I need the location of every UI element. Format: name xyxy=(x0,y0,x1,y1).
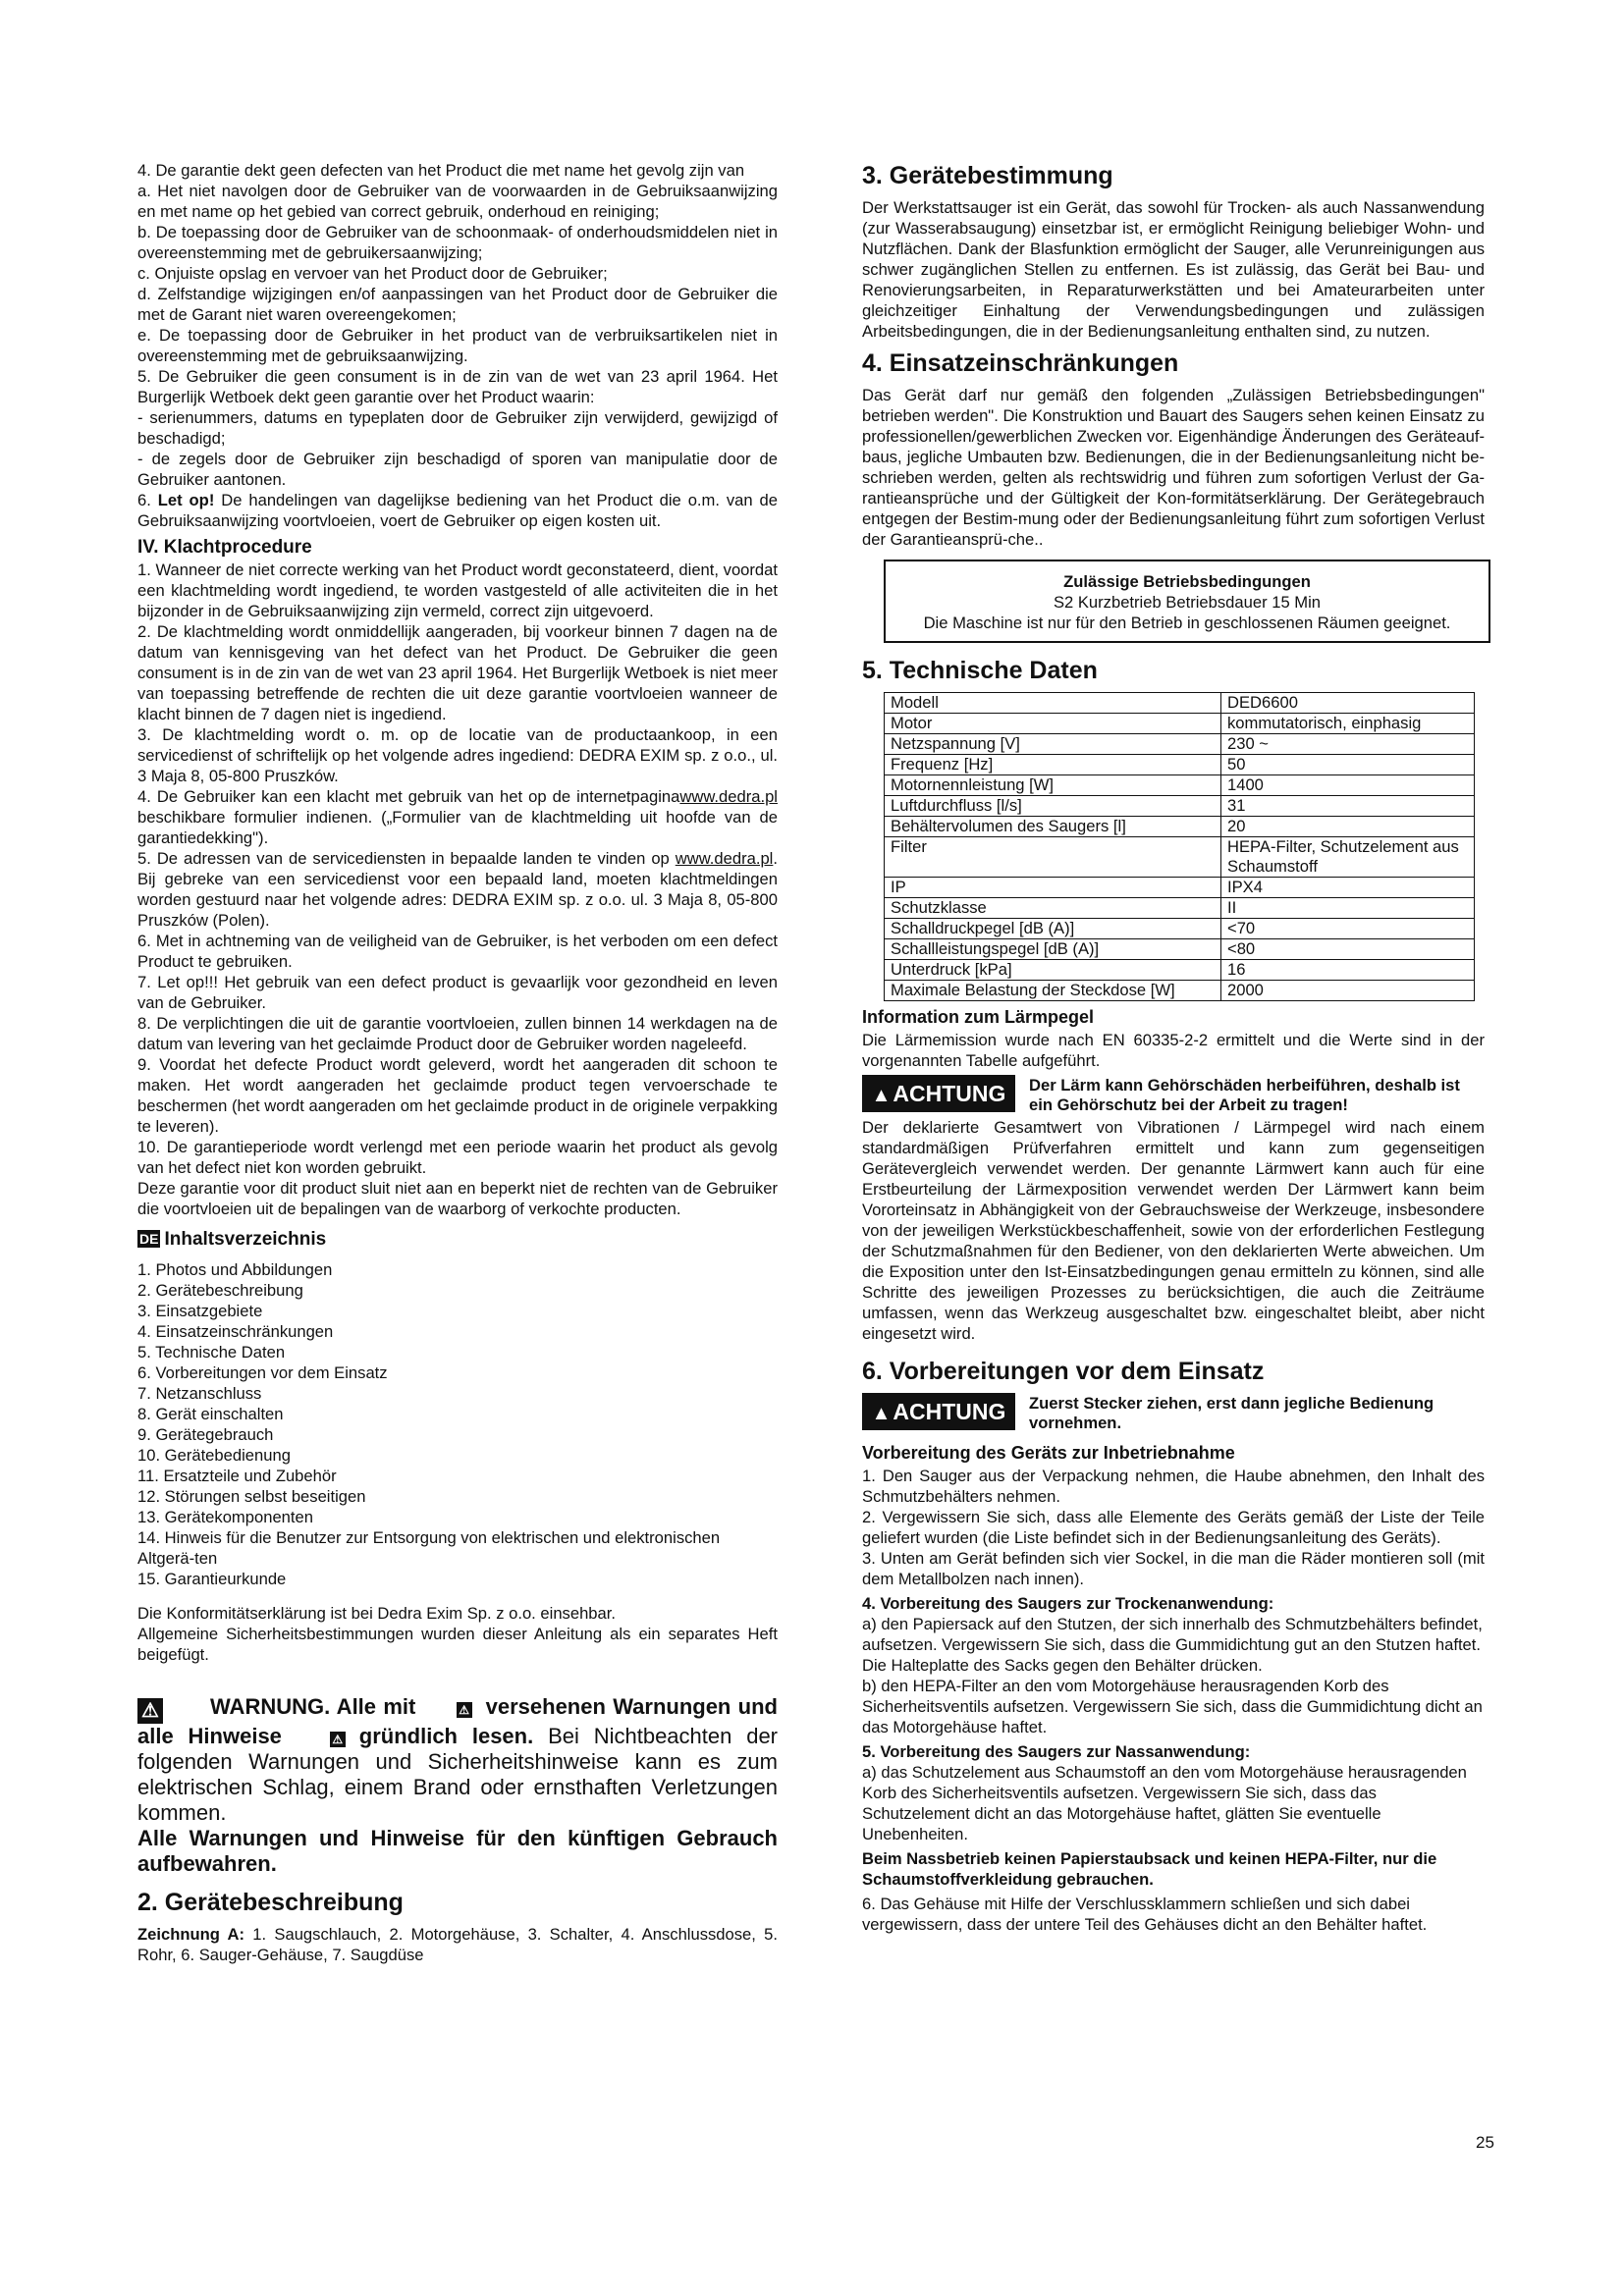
table-cell-parameter: Motornennleistung [W] xyxy=(885,775,1221,796)
dedra-link-2[interactable]: www.dedra.pl xyxy=(675,849,774,868)
warning-triangle-icon: ▲ xyxy=(871,1085,892,1106)
table-cell-parameter: Motor xyxy=(885,714,1221,734)
toc-item: 12. Störungen selbst beseitigen xyxy=(137,1487,366,1506)
klacht-closing: Deze garantie voor dit product sluit niet aan en beperkt niet de rechten van de Gebruiker die voortvloeien uit de bepalingen van de waarborg of verkochte producten. xyxy=(137,1179,778,1218)
table-cell-parameter: Luftdurchfluss [l/s] xyxy=(885,796,1221,817)
section-5-heading: 5. Technische Daten xyxy=(862,657,1098,684)
table-row xyxy=(885,734,1475,755)
laerm-text: Die Lärmemission wurde nach EN 60335-2-2 ermittelt und die Werte sind in der vorgenannten Tabelle aufgeführt. xyxy=(862,1031,1485,1070)
table-cell-value: 31 xyxy=(1221,796,1475,817)
vorbereitung-1: 1. Den Sauger aus der Verpackung nehmen, die Haube abnehmen, den Inhalt des Schmutzbehälters nehmen. xyxy=(862,1467,1485,1506)
garantie-line: - de zegels door de Gebruiker zijn beschadigd of sporen van manipulatie door de Gebruiker aantonen. xyxy=(137,450,778,489)
garantie-item-6: 6. Let op! De handelingen van dagelijkse bediening van het Product die o.m. van de Gebruiksaanwijzing voortvloeien, voert de Gebruiker op eigen kosten uit. xyxy=(137,491,778,530)
achtung-warning-2 xyxy=(862,1393,1485,1433)
table-cell-parameter: Netzspannung [V] xyxy=(885,734,1221,755)
page-number: 25 xyxy=(1476,2133,1494,2152)
table-cell-parameter: Modell xyxy=(885,693,1221,714)
vorbereitung-4b: b) den HEPA-Filter an den vom Motorgehäuse herausragenden Korb des Sicherheitsventils aufsetzen. Vergewissern Sie sich, dass die Gummidichtung dicht an das Motorgehäuse haftet. xyxy=(862,1677,1483,1736)
let-op-bold: Let op! xyxy=(157,491,215,509)
garantie-line: c. Onjuiste opslag en vervoer van het Product door de Gebruiker; xyxy=(137,264,608,283)
section-2-text: Zeichnung A: 1. Saugschlauch, 2. Motorgehäuse, 3. Schalter, 4. Anschlussdose, 5. Rohr, 6. Sauger-Gehäuse, 7. Saugdüse xyxy=(137,1925,778,1964)
klacht-item-3: 3. De klachtmelding wordt o. m. op de locatie van de productaankoop, in een servicedienst of schriftelijk op het volgende adres ingediend: DEDRA EXIM sp. z o.o., ul. 3 Maja 8, 05-800 Pruszków. xyxy=(137,725,778,785)
vorbereitung-3: 3. Unten am Gerät befinden sich vier Sockel, in die man die Räder montieren soll (mit dem Metallbolzen nach innen). xyxy=(862,1549,1485,1588)
garantie-line: - serienummers, datums en typeplaten door de Gebruiker zijn verwijderd, gewijzigd of beschadigd; xyxy=(137,408,778,448)
box-title: Zulässige Betriebsbedingungen xyxy=(1063,572,1311,591)
toc-item: 7. Netzanschluss xyxy=(137,1384,262,1403)
table-cell-value: 2000 xyxy=(1221,981,1475,1001)
achtung-badge-2: ▲ACHTUNG xyxy=(862,1393,1015,1430)
nassbetrieb-note: Beim Nassbetrieb keinen Papierstaubsack und keinen HEPA-Filter, nur die Schaumstoffverkleidung gebrauchen. xyxy=(862,1849,1437,1889)
garantie-line: 5. De Gebruiker die geen consument is in de zin van de wet van 23 april 1964. Het Burgerlijk Wetboek dekt geen garantie over het Product waarin: xyxy=(137,367,778,406)
toc-item: 15. Garantieurkunde xyxy=(137,1570,287,1588)
table-row xyxy=(885,837,1475,878)
vorbereitung-5a: a) das Schutzelement aus Schaumstoff an den vom Motorgehäuse herausragenden Korb des Sicherheitsventils aufsetzen. Vergewissern Sie sich, dass das Schutzelement dicht an das Motorgehäuse haftet, glätten Sie eventuelle Unebenheiten. xyxy=(862,1763,1467,1843)
klacht-item-7: 7. Let op!!! Het gebruik van een defect product is gevaarlijk voor gezondheid en leven van de Gebruiker. xyxy=(137,973,778,1012)
table-row xyxy=(885,878,1475,898)
vorbereitung-heading: Vorbereitung des Geräts zur Inbetriebnahme xyxy=(862,1443,1235,1463)
table-cell-parameter: IP xyxy=(885,878,1221,898)
toc-item: 1. Photos und Abbildungen xyxy=(137,1260,333,1279)
table-row xyxy=(885,755,1475,775)
section-4-text: Das Gerät darf nur gemäß den folgenden „Zulässigen Betriebsbedingungen" betrieben werden". Die Konstruktion und Bauart des Saugers sehen keinen Einsatz zu professionellen/gewerblichen Zwecken vor. Eigenhändige Änderungen des Geräteauf-baus, jegliche Umbauten bzw. Bedienungen, die in der Bedienungsanleitung nicht be-schrieben werden, gelten als rechtswidrig und führen zum sofortigen Verlust der Ga-rantieansprüche und der Gültigkeit der Kon-formitätserklärung. Der Gerätegebrauch entgegen der Bestim-mung oder der Bedienungsanleitung führt zum sofortigen Verlust der Garantieansprü-che.. xyxy=(862,386,1485,549)
sicherheit-note: Allgemeine Sicherheitsbestimmungen wurden dieser Anleitung als ein separates Heft beigefügt. xyxy=(137,1625,778,1664)
laerm-heading: Information zum Lärmpegel xyxy=(862,1007,1095,1027)
section-2-heading: 2. Gerätebeschreibung xyxy=(137,1889,404,1916)
table-cell-value: <70 xyxy=(1221,919,1475,939)
warning-icon-small-2: ⚠ xyxy=(330,1732,346,1747)
table-row xyxy=(885,898,1475,919)
garantie-list xyxy=(137,160,778,490)
betriebsbedingungen-box xyxy=(884,560,1490,643)
table-cell-parameter: Unterdruck [kPa] xyxy=(885,960,1221,981)
vorbereitung-6: 6. Das Gehäuse mit Hilfe der Verschlussklammern schließen und sich dabei vergewissern, dass der untere Teil des Gehäuses dicht an den Behälter haftet. xyxy=(862,1895,1428,1934)
table-cell-parameter: Frequenz [Hz] xyxy=(885,755,1221,775)
toc-item: 14. Hinweis für die Benutzer zur Entsorgung von elektrischen und elektronischen Altgerä-ten xyxy=(137,1528,721,1568)
table-cell-value: II xyxy=(1221,898,1475,919)
klacht-heading: IV. Klachtprocedure xyxy=(137,537,312,558)
warning-icon-small: ⚠ xyxy=(457,1702,472,1718)
toc-item: 2. Gerätebeschreibung xyxy=(137,1281,303,1300)
table-cell-parameter: Filter xyxy=(885,837,1221,878)
toc-item: 4. Einsatzeinschränkungen xyxy=(137,1322,334,1341)
achtung-1-text: Der Lärm kann Gehörschäden herbeiführen, deshalb ist ein Gehörschutz bei der Arbeit zu tragen! xyxy=(1029,1076,1460,1114)
toc-item: 11. Ersatzteile und Zubehör xyxy=(137,1467,337,1485)
garantie-line: a. Het niet navolgen door de Gebruiker van de voorwaarden in de Gebruiksaanwijzing en met name op het gebied van correct gebruik, onderhoud en reiniging; xyxy=(137,182,778,221)
konformitaet-note: Die Konformitätserklärung ist bei Dedra Exim Sp. z o.o. einsehbar. xyxy=(137,1604,616,1623)
toc-item: 5. Technische Daten xyxy=(137,1343,286,1362)
vorbereitung-2: 2. Vergewissern Sie sich, dass alle Elemente des Geräts gemäß der Liste der Teile geliefert wurden (die Liste befindet sich in der Bedienungsanleitung des Geräts). xyxy=(862,1508,1485,1547)
achtung-2-text: Zuerst Stecker ziehen, erst dann jegliche Bedienung vornehmen. xyxy=(1029,1394,1435,1432)
section-6-heading: 6. Vorbereitungen vor dem Einsatz xyxy=(862,1358,1265,1385)
table-cell-value: 20 xyxy=(1221,817,1475,837)
toc-item: 13. Gerätekomponenten xyxy=(137,1508,313,1526)
table-of-contents xyxy=(137,1259,778,1589)
section-4-heading: 4. Einsatzeinschränkungen xyxy=(862,349,1179,377)
table-cell-parameter: Schalldruckpegel [dB (A)] xyxy=(885,919,1221,939)
table-cell-parameter: Behältervolumen des Saugers [l] xyxy=(885,817,1221,837)
box-line-2: Die Maschine ist nur für den Betrieb in geschlossenen Räumen geeignet. xyxy=(923,614,1451,632)
klacht-item-1: 1. Wanneer de niet correcte werking van het Product wordt geconstateerd, dient, voordat een klachtmelding wordt ingediend, te worden vastgesteld of alle activiteiten die in het bijzonder in de Gebruiksaanwijzing zijn vermeld, correct zijn uitgevoerd. xyxy=(137,561,778,620)
klacht-item-2: 2. De klachtmelding wordt onmiddellijk aangeraden, bij voorkeur binnen 7 dagen na de datum van kennisgeving van het defect van het Product. De Gebruiker die geen consument is in de zin van de wet van 23 april 1964. Het Burgerlijk Wetboek is niet meer van toepassing betreffende de rechten die uit deze garantie voortvloeien wanneer de klacht binnen de 7 dagen niet is ingediend. xyxy=(137,622,778,723)
table-row xyxy=(885,796,1475,817)
toc-heading-line xyxy=(137,1229,778,1250)
table-cell-value: 230 ~ xyxy=(1221,734,1475,755)
table-row xyxy=(885,981,1475,1001)
table-cell-value: kommutatorisch, einphasig xyxy=(1221,714,1475,734)
box-line-1: S2 Kurzbetrieb Betriebsdauer 15 Min xyxy=(1053,593,1322,612)
section-3-text: Der Werkstattsauger ist ein Gerät, das sowohl für Trocken- als auch Nassanwendung (zur Wasserabsaugung) einsetzbar ist, er ermöglicht Reinigung beliebiger Wohn- und Nutzflächen. Dank der Blasfunktion ermöglicht der Sauger, alle Verunreinigungen aus schwer zugänglichen Stellen zu entfernen. Es ist zulässig, das Gerät bei Bau- und Renovierungsarbeiten, in Reparaturwerkstätten und bei Amateurarbeiten unter gleichzeitiger Einhaltung der Verwendungsbedingungen und zulässigen Arbeitsbedingungen, die in der Bedienungsanleitung enthalten sind, zu nutzen. xyxy=(862,198,1485,341)
achtung-warning-1 xyxy=(862,1075,1485,1115)
table-cell-parameter: Schallleistungspegel [dB (A)] xyxy=(885,939,1221,960)
warning-triangle-icon-2: ▲ xyxy=(871,1403,892,1424)
warning-icon: ⚠ xyxy=(137,1698,163,1724)
achtung-badge: ▲ACHTUNG xyxy=(862,1075,1015,1112)
garantie-line: b. De toepassing door de Gebruiker van de schoonmaak- of onderhoudsmiddelen niet in overeenstemming met de gebruikersaanwijzing; xyxy=(137,223,778,262)
left-column xyxy=(137,160,778,1965)
garantie-line: d. Zelfstandige wijzigingen en/of aanpassingen van het Product door de Gebruiker die met de Garant niet waren overeengekomen; xyxy=(137,285,778,324)
klacht-item-8: 8. De verplichtingen die uit de garantie voortvloeien, zullen binnen 14 werkdagen na de datum van levering van het geclaimde Product door de Gebruiker worden nageleefd. xyxy=(137,1014,778,1053)
warnung-block: ⚠ WARNUNG. Alle mit ⚠ versehenen Warnungen und alle Hinweise ⚠ gründlich lesen. Bei Nichtbeachten der folgenden Warnungen und Sicherheitshinweise kann es zum elektrischen Schlag, einem Brand oder ernsthaften Verletzungen kommen. Alle Warnungen und Hinweise für den künftigen Gebrauch aufbewahren. xyxy=(137,1694,778,1876)
table-cell-value: 50 xyxy=(1221,755,1475,775)
table-row xyxy=(885,960,1475,981)
table-cell-value: 1400 xyxy=(1221,775,1475,796)
vorbereitung-4a: a) den Papiersack auf den Stutzen, der sich innerhalb des Schmutzbehälters befindet, aufsetzen. Vergewissern Sie sich, dass die Gummidichtung gut an den Stutzen haftet. Die Halteplatte des Sacks gegen den Behälter drücken. xyxy=(862,1615,1483,1675)
klacht-item-4: 4. De Gebruiker kan een klacht met gebruik van het op de internetpaginawww.dedra.pl beschikbare formulier indienen. („Formulier van de klachtmelding uit hoofde van de garantiedekking"). xyxy=(137,787,778,847)
vorbereitung-4-heading: 4. Vorbereitung des Saugers zur Trockenanwendung: xyxy=(862,1594,1274,1613)
klacht-item-6: 6. Met in achtneming van de veiligheid van de Gebruiker, is het verboden om een defect Product te gebruiken. xyxy=(137,932,778,971)
table-cell-value: DED6600 xyxy=(1221,693,1475,714)
table-row xyxy=(885,939,1475,960)
garantie-line: 4. De garantie dekt geen defecten van het Product die met name het gevolg zijn van xyxy=(137,161,745,180)
section-3-heading: 3. Gerätebestimmung xyxy=(862,162,1113,189)
table-row xyxy=(885,775,1475,796)
table-row xyxy=(885,693,1475,714)
laerm-text-2: Der deklarierte Gesamtwert von Vibrationen / Lärmpegel wird nach einem standardmäßigen Prüfverfahren ermittelt und kann zum gegenseitigen Gerätevergleich verwendet werden. Der genannte Lärmwert kann auch für eine Erstbeurteilung der Lärmexposition verwendet werden Der Lärmwert kann beim Vororteinsatz in Abhängigkeit von der Gebrauchsweise der Werkzeuge, insbesondere von der jeweiligen Werkstückbeschaffenheit, sowie von der erforderlichen Festlegung der Schutzmaßnahmen für den Bediener, von den deklarierten Werte abweichen. Um die Exposition unter den Ist-Einsatzbedingungen genau ermitteln zu können, sind alle Schritte des jeweiligen Prozesses zu berücksichtigen, die auch die Zeiträume umfassen, wenn das Werkzeug ausgeschaltet bzw. eingeschaltet bleibt, aber nicht eingesetzt wird. xyxy=(862,1118,1485,1343)
table-cell-value: <80 xyxy=(1221,939,1475,960)
klacht-item-10: 10. De garantieperiode wordt verlengd met een periode waarin het product als gevolg van het defect niet kon worden gebruikt. xyxy=(137,1138,778,1177)
table-row xyxy=(885,714,1475,734)
table-row xyxy=(885,817,1475,837)
klacht-item-9: 9. Voordat het defecte Product wordt geleverd, wordt het aangeraden dit schoon te maken. Het wordt aangeraden het geclaimde product tegen vervoerschade te beschermen (het wordt aangeraden om het geclaimde product in de originele verpakking te leveren). xyxy=(137,1055,778,1136)
toc-item: 6. Vorbereitungen vor dem Einsatz xyxy=(137,1363,388,1382)
de-language-badge: DE xyxy=(139,1231,159,1247)
table-cell-value: IPX4 xyxy=(1221,878,1475,898)
garantie-line: e. De toepassing door de Gebruiker in het product van de verbruiksartikelen niet in overeenstemming met de gebruiksaanwijzing. xyxy=(137,326,778,365)
toc-item: 8. Gerät einschalten xyxy=(137,1405,284,1423)
table-cell-value: 16 xyxy=(1221,960,1475,981)
right-column xyxy=(862,160,1485,1935)
toc-item: 3. Einsatzgebiete xyxy=(137,1302,263,1320)
table-cell-value: HEPA-Filter, Schutzelement aus Schaumstoff xyxy=(1221,837,1475,878)
technical-data-table xyxy=(884,692,1475,1001)
dedra-link-1[interactable]: www.dedra.pl xyxy=(679,787,778,806)
table-row xyxy=(885,919,1475,939)
table-cell-parameter: Schutzklasse xyxy=(885,898,1221,919)
vorbereitung-5-heading: 5. Vorbereitung des Saugers zur Nassanwendung: xyxy=(862,1742,1251,1761)
toc-item: 9. Gerätegebrauch xyxy=(137,1425,274,1444)
toc-heading: Inhaltsverzeichnis xyxy=(164,1229,327,1250)
toc-item: 10. Gerätebedienung xyxy=(137,1446,291,1465)
table-cell-parameter: Maximale Belastung der Steckdose [W] xyxy=(885,981,1221,1001)
klacht-item-5: 5. De adressen van de servicediensten in bepaalde landen te vinden op www.dedra.pl. Bij gebreke van een servicedienst voor een bepaald land, moeten klachtmeldingen worden gestuurd naar het volgende adres: DEDRA EXIM sp. z o.o. ul. 3 Maja 8, 05-800 Pruszków (Polen). xyxy=(137,849,778,930)
